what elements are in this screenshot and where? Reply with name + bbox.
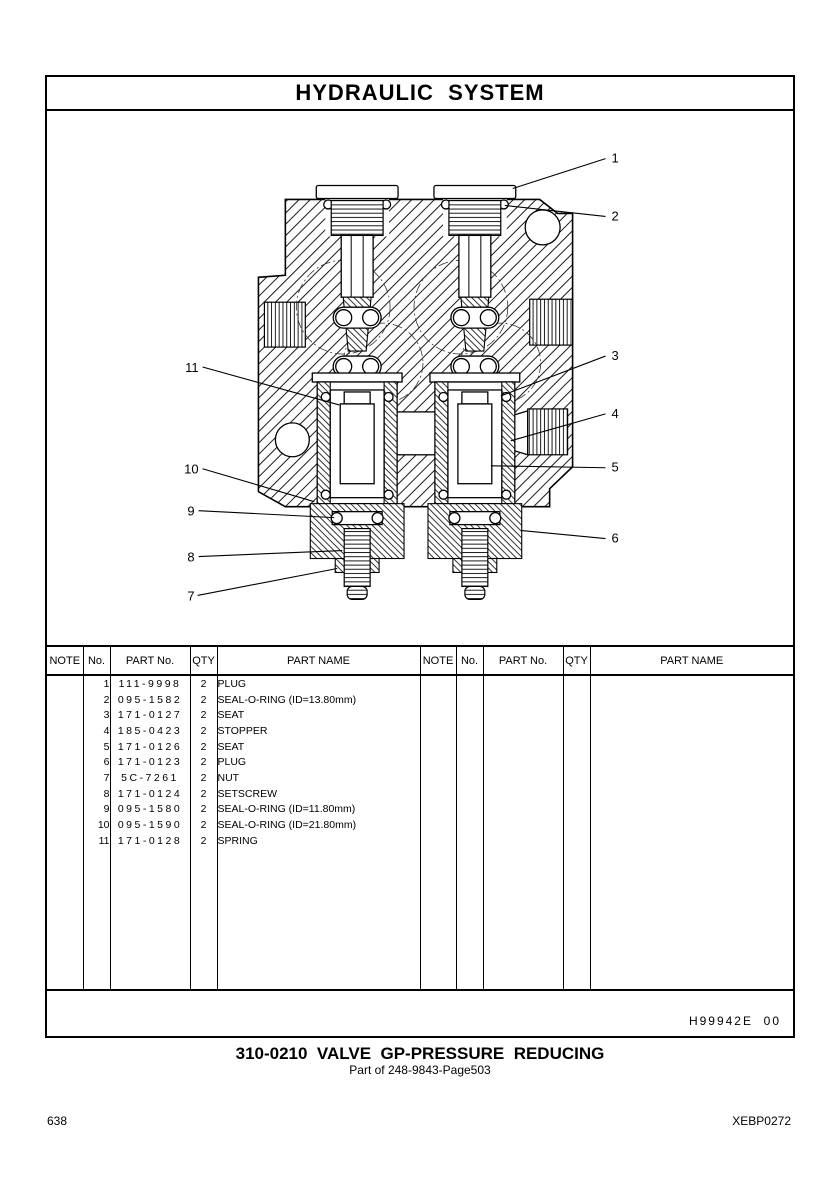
callout-10: 10: [184, 461, 199, 477]
cell-part-name: PLUG: [217, 675, 420, 692]
right-lower-port-thread: [528, 409, 568, 455]
cell-part-no: 171-0128: [110, 833, 190, 849]
cell-note: [47, 786, 83, 802]
cell-part-name: NUT: [217, 770, 420, 786]
cell-empty: [483, 802, 563, 818]
cell-part-name: PLUG: [217, 754, 420, 770]
cell-empty: [456, 833, 483, 849]
cell-note: [47, 707, 83, 723]
cell-empty: [590, 739, 793, 755]
cell-empty: [483, 786, 563, 802]
header-part-name: PART NAME: [217, 646, 420, 675]
cell-empty: [483, 723, 563, 739]
cell-empty: [456, 692, 483, 708]
cell-empty: [456, 707, 483, 723]
cell-empty: [420, 739, 456, 755]
table-row: [47, 692, 793, 708]
cell-empty: [456, 739, 483, 755]
cell-part-no: 095-1582: [110, 692, 190, 708]
cell-empty: [420, 802, 456, 818]
cell-empty: [590, 754, 793, 770]
cell-empty: [420, 833, 456, 849]
callout-1: 1: [611, 150, 619, 166]
cell-part-name: SEAL-O-RING (ID=11.80mm): [217, 802, 420, 818]
cell-empty: [420, 786, 456, 802]
callout-6: 6: [611, 530, 619, 546]
callout-7: 7: [187, 588, 195, 604]
cell-no: 11: [83, 833, 110, 849]
cell-empty: [483, 833, 563, 849]
cell-empty: [420, 770, 456, 786]
cell-empty: [456, 723, 483, 739]
cell-empty: [483, 817, 563, 833]
callout-4: 4: [611, 405, 619, 421]
cell-empty: [420, 707, 456, 723]
cell-empty: [420, 723, 456, 739]
parts-table-body: [47, 675, 793, 849]
cell-note: [47, 675, 83, 692]
page-border-box: [45, 75, 795, 1038]
cell-no: 9: [83, 802, 110, 818]
cell-qty: 2: [190, 739, 217, 755]
cell-empty: [456, 802, 483, 818]
cell-part-no: 171-0127: [110, 707, 190, 723]
cell-no: 4: [83, 723, 110, 739]
cell-note: [47, 692, 83, 708]
cell-note: [47, 739, 83, 755]
cell-empty: [483, 692, 563, 708]
drawing-code-strip: [47, 989, 793, 1036]
header-part-no-2: PART No.: [483, 646, 563, 675]
filler-row: [47, 849, 793, 990]
cell-empty: [483, 707, 563, 723]
parts-table-filler: [47, 849, 793, 990]
cell-qty: 2: [190, 723, 217, 739]
table-row: [47, 786, 793, 802]
cell-empty: [456, 675, 483, 692]
cell-note: [47, 723, 83, 739]
cell-empty: [590, 723, 793, 739]
page-number: 638: [47, 1114, 68, 1128]
callout-2: 2: [611, 208, 619, 224]
doc-code: XEBP0272: [732, 1114, 791, 1128]
cell-empty: [563, 770, 590, 786]
cell-qty: 2: [190, 817, 217, 833]
cell-empty: [456, 754, 483, 770]
cell-empty: [590, 802, 793, 818]
cell-part-no: 171-0126: [110, 739, 190, 755]
cell-empty: [590, 817, 793, 833]
cell-empty: [483, 754, 563, 770]
cell-part-no: 095-1580: [110, 802, 190, 818]
cell-note: [47, 754, 83, 770]
cell-empty: [563, 723, 590, 739]
cell-empty: [590, 707, 793, 723]
title-bar: [47, 77, 793, 111]
callout-3: 3: [611, 348, 619, 364]
cell-note: [47, 817, 83, 833]
header-part-no: PART No.: [110, 646, 190, 675]
left-port-thread: [264, 302, 305, 347]
table-row: [47, 739, 793, 755]
cell-empty: [563, 754, 590, 770]
parts-table-header: [47, 646, 793, 675]
cell-empty: [483, 739, 563, 755]
table-row: [47, 675, 793, 692]
table-row: [47, 833, 793, 849]
cell-empty: [483, 770, 563, 786]
header-no-2: No.: [456, 646, 483, 675]
cell-no: 10: [83, 817, 110, 833]
table-row: [47, 770, 793, 786]
cell-qty: 2: [190, 786, 217, 802]
cell-empty: [420, 817, 456, 833]
callout-5: 5: [611, 459, 619, 475]
header-no: No.: [83, 646, 110, 675]
callout-line-6: [522, 531, 606, 539]
cell-empty: [563, 833, 590, 849]
diagram-area: [47, 111, 793, 645]
cell-note: [47, 770, 83, 786]
table-row: [47, 817, 793, 833]
cell-part-name: SPRING: [217, 833, 420, 849]
cell-empty: [563, 817, 590, 833]
cell-empty: [456, 817, 483, 833]
table-row: [47, 802, 793, 818]
right-upper-port-thread: [530, 299, 573, 345]
cell-no: 2: [83, 692, 110, 708]
header-note-2: NOTE: [420, 646, 456, 675]
cell-qty: 2: [190, 833, 217, 849]
cell-empty: [590, 833, 793, 849]
callout-line-1: [513, 159, 606, 189]
cell-empty: [456, 770, 483, 786]
cell-empty: [590, 675, 793, 692]
table-row: [47, 723, 793, 739]
cell-no: 3: [83, 707, 110, 723]
cell-empty: [590, 770, 793, 786]
callout-11: 11: [185, 360, 199, 376]
header-note: NOTE: [47, 646, 83, 675]
drawing-code: H99942E 00: [688, 1014, 781, 1028]
cell-empty: [456, 786, 483, 802]
cell-part-no: 5C-7261: [110, 770, 190, 786]
cell-qty: 2: [190, 802, 217, 818]
cell-qty: 2: [190, 707, 217, 723]
cell-part-name: SETSCREW: [217, 786, 420, 802]
cell-empty: [420, 692, 456, 708]
cell-qty: 2: [190, 770, 217, 786]
valve-cross-section-diagram: [47, 111, 793, 645]
cell-empty: [563, 707, 590, 723]
header-qty: QTY: [190, 646, 217, 675]
cell-empty: [563, 675, 590, 692]
cell-part-no: 171-0124: [110, 786, 190, 802]
table-row: [47, 707, 793, 723]
cell-empty: [563, 802, 590, 818]
cell-empty: [483, 675, 563, 692]
header-qty-2: QTY: [563, 646, 590, 675]
cell-part-no: 095-1590: [110, 817, 190, 833]
cell-no: 6: [83, 754, 110, 770]
top-right-bore: [525, 210, 560, 245]
cell-empty: [590, 786, 793, 802]
page-title: HYDRAULIC SYSTEM: [295, 80, 545, 105]
cell-note: [47, 802, 83, 818]
cell-empty: [563, 739, 590, 755]
cell-part-no: 171-0123: [110, 754, 190, 770]
valve-body: [258, 199, 572, 506]
cell-empty: [563, 692, 590, 708]
cell-part-name: SEAT: [217, 739, 420, 755]
cell-part-no: 185-0423: [110, 723, 190, 739]
cell-no: 5: [83, 739, 110, 755]
cell-empty: [563, 786, 590, 802]
figure-title: 310-0210 VALVE GP-PRESSURE REDUCING: [235, 1044, 605, 1063]
cell-part-name: SEAL-O-RING (ID=21.80mm): [217, 817, 420, 833]
cell-no: 8: [83, 786, 110, 802]
cell-qty: 2: [190, 754, 217, 770]
cell-part-name: SEAL-O-RING (ID=13.80mm): [217, 692, 420, 708]
cell-no: 1: [83, 675, 110, 692]
table-row: [47, 754, 793, 770]
parts-table: [47, 645, 793, 990]
cell-part-no: 111-9998: [110, 675, 190, 692]
cell-qty: 2: [190, 692, 217, 708]
cell-part-name: STOPPER: [217, 723, 420, 739]
left-bore: [275, 423, 309, 457]
callout-9: 9: [187, 503, 195, 519]
cell-empty: [420, 675, 456, 692]
cell-note: [47, 833, 83, 849]
header-part-name-2: PART NAME: [590, 646, 793, 675]
callout-8: 8: [187, 549, 195, 565]
cell-empty: [590, 692, 793, 708]
cell-part-name: SEAT: [217, 707, 420, 723]
cell-empty: [420, 754, 456, 770]
cell-qty: 2: [190, 675, 217, 692]
figure-subtitle: Part of 248-9843-Page503: [349, 1063, 491, 1077]
callout-line-7: [198, 568, 338, 595]
cell-no: 7: [83, 770, 110, 786]
